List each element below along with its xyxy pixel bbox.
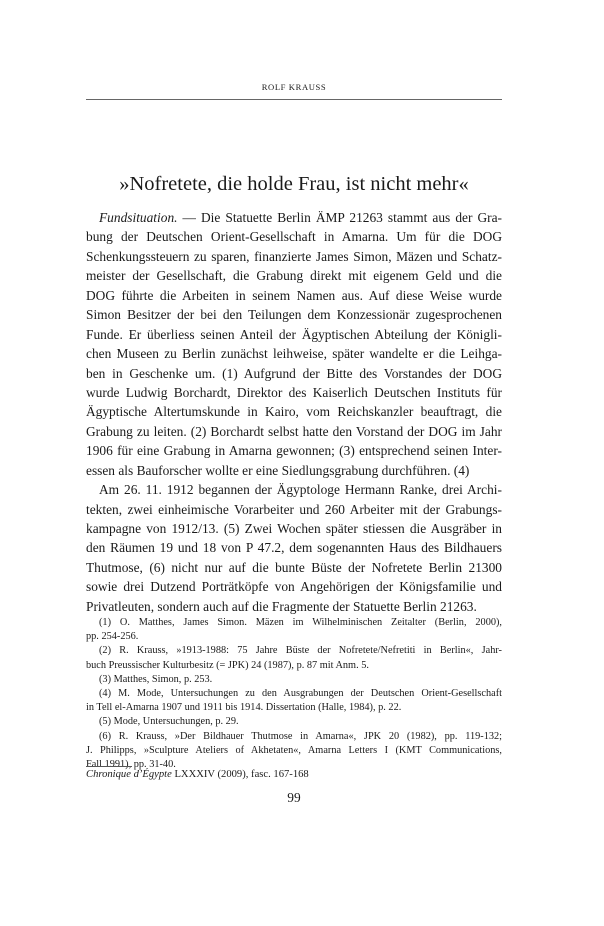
body-line: Am 26. 11. 1912 begannen der Ägyptologe Hermann Ranke, drei Archi-	[99, 482, 502, 498]
footnote-line: in Tell el-Amarna 1907 und 1911 bis 1914. Dissertation (Halle, 1984), p. 22.	[86, 702, 402, 714]
body-line: Simon Besitzer der bei den Teilungen dem Konzessionär zugesprochenen	[86, 307, 502, 323]
body-line: Privatleuten, sondern auch auf die Fragmente der Statuette Berlin 21263.	[86, 598, 477, 614]
body-line: meister der Gesellschaft, die Grabung direkt mit eigenem Geld und die	[86, 268, 502, 284]
body-line: sowie drei Dutzend Porträtköpfe von Angehörigen der Königsfamilie und	[86, 579, 502, 595]
footnotes	[86, 616, 502, 772]
article-title: »Nofretete, die holde Frau, ist nicht mehr«	[119, 173, 469, 195]
body-line: essen als Bauforscher wollte er eine Siedlungsgrabung durchführen. (4)	[86, 462, 470, 478]
body-line: den Räumen 19 und 18 von P 47.2, dem sogenannten Haus des Bildhauers	[86, 540, 502, 556]
header-rule	[86, 99, 502, 100]
footnote-line: pp. 254-256.	[86, 631, 139, 643]
body-line: chen Museen zu Berlin zunächst leihweise, später wandelte er die Leihga-	[86, 346, 502, 362]
body-line: ben in Geschenke um. (1) Aufgrund der Bitte des Vorstandes der DOG	[86, 365, 502, 381]
body-line: kampagne von 1912/13. (5) Zwei Wochen später stiessen die Ausgräber in	[86, 521, 502, 536]
body-line: wurde Ludwig Borchardt, Direktor des Kaiserlich Deutschen Instituts für	[86, 384, 502, 400]
running-head: ROLF KRAUSS	[261, 82, 327, 92]
journal-citation: Chronique d’Égypte LXXXIV (2009), fasc. 167-168	[86, 769, 309, 780]
page-number: 99	[287, 790, 301, 805]
footnote-line: (2) R. Krauss, »1913-1988: 75 Jahre Büste der Nofretete/Nefretiti in Berlin«, Jahr-	[99, 645, 502, 657]
footnote-line: (1) O. Matthes, James Simon. Mäzen im Wilhelminischen Zeitalter (Berlin, 2000),	[99, 617, 502, 628]
body-line: Thutmose, (6) nicht nur auf die bunte Büste der Nofretete Berlin 21300	[86, 559, 502, 575]
footer-rule	[86, 766, 132, 767]
footnote-line: buch Preussischer Kulturbesitz (= JPK) 24 (1987), p. 87 mit Anm. 5.	[86, 659, 369, 671]
body-line: Fundsituation. — Die Statuette Berlin ÄMP 21263 stammt aus der Gra-	[99, 210, 502, 225]
body-line: Ägyptische Altertumskunde in Kairo, vom Reichskanzler beauftragt, die	[86, 404, 502, 420]
body-line: tekten, zwei einheimische Vorarbeiter und 260 Arbeiter mit der Grabungs-	[86, 501, 502, 517]
body-line: 1906 für eine Grabung in Amarna gewonnen; (3) entsprechend seinen Inter-	[86, 443, 502, 459]
footnote-line: Fall 1991), pp. 31-40.	[86, 758, 176, 770]
footnote-line: (4) M. Mode, Untersuchungen zu den Ausgrabungen der Deutschen Orient-Gesellschaft	[99, 687, 502, 699]
body-line: Funde. Er überliess seinen Anteil der Ägyptischen Abteilung der Königli-	[86, 326, 502, 342]
footnote-line: (5) Mode, Untersuchungen, p. 29.	[99, 716, 239, 728]
body-line: Grabung zu leiten. (2) Borchardt selbst hatte den Vorstand der DOG im Jahr	[86, 423, 502, 439]
footnote-line: (3) Matthes, Simon, p. 253.	[99, 673, 213, 685]
body-text	[86, 208, 502, 616]
footnote-line: (6) R. Krauss, »Der Bildhauer Thutmose in Amarna«, JPK 20 (1982), pp. 119-132;	[99, 730, 502, 742]
footnote-line: J. Philipps, »Sculpture Ateliers of Akhetaten«, Amarna Letters I (KMT Communications,	[86, 744, 502, 756]
body-line: DOG führte die Arbeiten in seinem Namen aus. Auf diese Weise wurde	[86, 287, 502, 303]
body-line: bung der Deutschen Orient-Gesellschaft in Amarna. Um für die DOG	[86, 229, 502, 245]
body-line: Schenkungssteuern zu sparen, finanzierte James Simon, Mäzen und Schatz-	[86, 248, 502, 264]
